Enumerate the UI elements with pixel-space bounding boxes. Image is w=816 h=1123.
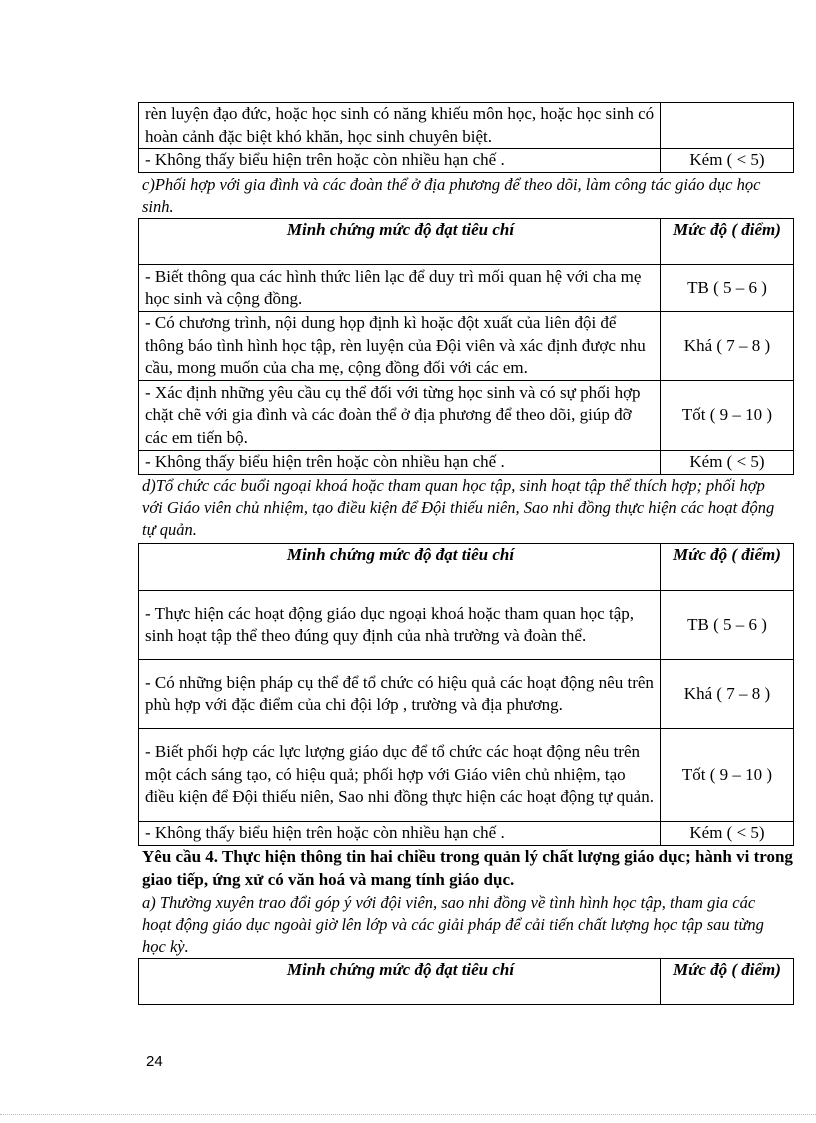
evidence-cell: - Xác định những yêu cầu cụ thể đối với từng học sinh và có sự phối hợp chặt chẽ với gia đình và các đoàn thể ở địa phương để theo dõi, giúp đỡ các em tiến bộ. bbox=[139, 381, 661, 451]
evidence-cell: - Biết phối hợp các lực lượng giáo dục để tổ chức các hoạt động nêu trên một cách sáng tạo, có hiệu quả; phối hợp với Giáo viên chủ nhiệm, tạo điều kiện để Đội thiếu niên, Sao nhi đồng thực hiện các hoạt động tự quản. bbox=[139, 729, 661, 822]
level-cell: Tốt ( 9 – 10 ) bbox=[661, 381, 794, 451]
table-row bbox=[139, 265, 794, 312]
criteria-table-c bbox=[138, 218, 794, 475]
table-row bbox=[139, 103, 794, 149]
page-number: 24 bbox=[146, 1053, 163, 1070]
criteria-table-b-continued bbox=[138, 102, 794, 173]
level-column-header: Mức độ ( điểm) bbox=[661, 544, 794, 591]
evidence-column-header: Minh chứng mức độ đạt tiêu chí bbox=[139, 219, 661, 265]
table-row bbox=[139, 729, 794, 822]
criteria-table-d bbox=[138, 543, 794, 846]
level-cell bbox=[661, 103, 794, 149]
evidence-cell: - Biết thông qua các hình thức liên lạc để duy trì mối quan hệ với cha mẹ học sinh và cộng đồng. bbox=[139, 265, 661, 312]
level-cell: Khá ( 7 – 8 ) bbox=[661, 660, 794, 729]
level-cell: Kém ( < 5) bbox=[661, 451, 794, 475]
page-bottom-divider bbox=[0, 1114, 816, 1115]
level-cell: TB ( 5 – 6 ) bbox=[661, 591, 794, 660]
section-c-caption: c)Phối hợp với gia đình và các đoàn thể ở địa phương để theo dõi, làm công tác giáo dục học sinh. bbox=[142, 175, 761, 216]
table-row bbox=[139, 591, 794, 660]
table-row bbox=[139, 381, 794, 451]
level-cell: Khá ( 7 – 8 ) bbox=[661, 312, 794, 381]
table-row bbox=[139, 451, 794, 475]
section-a-caption: a) Thường xuyên trao đổi góp ý với đội viên, sao nhi đồng về tình hình học tập, tham gia các hoạt động giáo dục ngoài giờ lên lớp và các giải pháp để cải tiến chất lượng học tập sau từng học kỳ. bbox=[142, 893, 764, 956]
evidence-cell: - Không thấy biểu hiện trên hoặc còn nhiều hạn chế . bbox=[139, 149, 661, 173]
level-column-header: Mức độ ( điểm) bbox=[661, 219, 794, 265]
level-cell: Kém ( < 5) bbox=[661, 149, 794, 173]
evidence-column-header: Minh chứng mức độ đạt tiêu chí bbox=[139, 959, 661, 1005]
table-row bbox=[139, 822, 794, 846]
evidence-column-header: Minh chứng mức độ đạt tiêu chí bbox=[139, 544, 661, 591]
level-column-header: Mức độ ( điểm) bbox=[661, 959, 794, 1005]
level-cell: TB ( 5 – 6 ) bbox=[661, 265, 794, 312]
level-cell: Tốt ( 9 – 10 ) bbox=[661, 729, 794, 822]
table-header-row bbox=[139, 544, 794, 591]
evidence-cell: - Có những biện pháp cụ thể để tổ chức có hiệu quả các hoạt động nêu trên phù hợp với đặc điểm của chi đội lớp , trường và địa phương. bbox=[139, 660, 661, 729]
criteria-table-a bbox=[138, 958, 794, 1005]
table-header-row bbox=[139, 219, 794, 265]
evidence-cell: - Thực hiện các hoạt động giáo dục ngoại khoá hoặc tham quan học tập, sinh hoạt tập thể theo đúng quy định của nhà trường và đoàn thể. bbox=[139, 591, 661, 660]
table-row bbox=[139, 660, 794, 729]
table-row bbox=[139, 149, 794, 173]
evidence-cell: - Không thấy biểu hiện trên hoặc còn nhiều hạn chế . bbox=[139, 822, 661, 846]
level-cell: Kém ( < 5) bbox=[661, 822, 794, 846]
requirement-4-heading: Yêu cầu 4. Thực hiện thông tin hai chiều trong quản lý chất lượng giáo dục; hành vi trong giao tiếp, ứng xử có văn hoá và mang tính giáo dục. bbox=[142, 847, 793, 889]
evidence-cell: - Không thấy biểu hiện trên hoặc còn nhiều hạn chế . bbox=[139, 451, 661, 475]
section-d-caption: d)Tổ chức các buổi ngoại khoá hoặc tham quan học tập, sinh hoạt tập thể thích hợp; phối hợp với Giáo viên chủ nhiệm, tạo điều kiện để Đội thiếu niên, Sao nhi đồng thực hiện các hoạt động tự quản. bbox=[142, 476, 775, 539]
table-row bbox=[139, 312, 794, 381]
evidence-cell: - Có chương trình, nội dung họp định kì hoặc đột xuất của liên đội để thông báo tình hình học tập, rèn luyện của Đội viên và xác định được nhu cầu, mong muốn của cha mẹ, cộng đồng đối với các em. bbox=[139, 312, 661, 381]
table-header-row bbox=[139, 959, 794, 1005]
evidence-cell: rèn luyện đạo đức, hoặc học sinh có năng khiếu môn học, hoặc học sinh có hoàn cảnh đặc biệt khó khăn, học sinh chuyên biệt. bbox=[139, 103, 661, 149]
